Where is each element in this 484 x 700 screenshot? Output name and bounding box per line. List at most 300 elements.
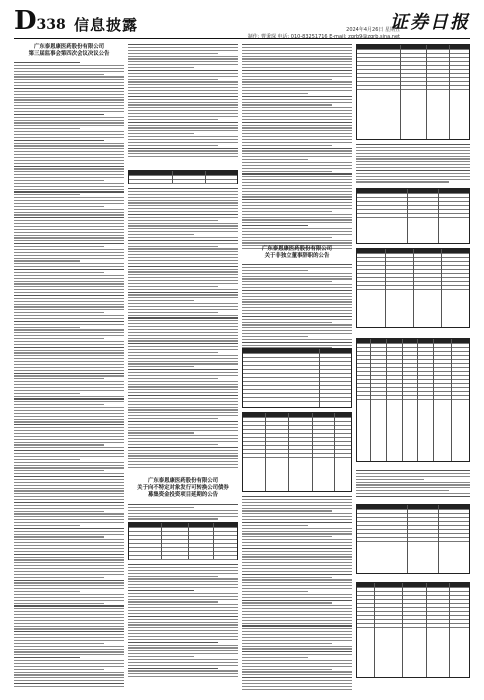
text-line	[14, 424, 124, 425]
text-line	[128, 407, 238, 408]
text-line	[128, 294, 238, 295]
text-line	[14, 329, 124, 330]
text-line	[128, 228, 238, 229]
text-line	[242, 307, 352, 308]
text-line	[242, 110, 352, 111]
text-line	[14, 240, 124, 241]
text-line	[242, 324, 352, 325]
text-line	[242, 582, 352, 583]
text-line	[128, 504, 238, 505]
text-line	[14, 548, 124, 549]
text-line	[242, 133, 352, 134]
text-line	[242, 273, 352, 274]
text-line	[356, 484, 470, 485]
text-line	[14, 551, 124, 552]
text-line	[242, 591, 308, 592]
text-line	[14, 252, 124, 253]
text-line	[14, 413, 124, 414]
text-line	[14, 559, 124, 560]
text-line	[14, 324, 124, 325]
text-line	[14, 427, 124, 428]
text-line	[242, 90, 352, 91]
text-line	[242, 199, 352, 200]
text-line	[128, 366, 194, 367]
text-line	[242, 73, 352, 74]
article-title-line: 广东泰恩康医药股份有限公司	[261, 246, 333, 252]
article-body-1	[14, 62, 124, 689]
text-line	[128, 645, 238, 646]
text-line	[356, 493, 470, 494]
text-line	[242, 345, 352, 346]
section-title: 信息披露	[74, 16, 139, 34]
text-line	[14, 91, 124, 92]
text-line	[356, 476, 470, 477]
text-line	[242, 510, 332, 511]
article-body-2c	[128, 504, 238, 521]
text-line	[356, 173, 470, 174]
table-divider	[413, 249, 414, 327]
text-line	[242, 496, 352, 497]
text-line	[14, 591, 80, 592]
text-line	[14, 237, 124, 238]
text-line	[14, 686, 124, 687]
text-line	[128, 570, 238, 571]
text-line	[14, 384, 124, 385]
text-line	[128, 251, 238, 252]
text-line	[14, 295, 124, 296]
text-line	[128, 257, 238, 258]
text-line	[128, 153, 238, 154]
text-line	[128, 587, 238, 588]
text-line	[242, 643, 332, 644]
text-line	[128, 447, 238, 448]
article-title-line: 关于向不特定对象发行可转换公司债券	[137, 485, 229, 491]
article-title-line: 广东泰恩康医药股份有限公司	[147, 478, 219, 484]
text-line	[242, 222, 352, 223]
text-line	[14, 235, 124, 236]
table-divider	[319, 349, 320, 407]
text-line	[242, 225, 308, 226]
text-line	[242, 136, 352, 137]
text-line	[128, 205, 238, 206]
text-line	[14, 476, 124, 477]
text-line	[356, 490, 449, 491]
text-line	[128, 435, 238, 436]
text-line	[14, 626, 124, 627]
text-line	[14, 588, 124, 589]
text-line	[242, 148, 352, 149]
text-line	[14, 482, 124, 483]
table-divider	[288, 413, 289, 491]
text-line	[242, 568, 352, 569]
text-line	[242, 502, 352, 503]
text-line	[14, 266, 124, 267]
text-line	[242, 287, 352, 288]
text-line	[242, 637, 352, 638]
text-line	[128, 518, 218, 519]
text-line	[14, 519, 124, 520]
text-line	[128, 564, 238, 565]
text-line	[14, 74, 104, 75]
text-line	[128, 507, 194, 508]
text-line	[128, 191, 238, 192]
text-line	[14, 255, 124, 256]
text-line	[128, 312, 218, 313]
text-line	[14, 568, 124, 569]
text-line	[14, 439, 124, 440]
text-line	[356, 473, 470, 474]
text-line	[14, 355, 124, 356]
text-line	[128, 395, 238, 396]
table-divider	[438, 189, 439, 243]
text-line	[128, 421, 238, 422]
text-line	[242, 284, 352, 285]
text-line	[14, 643, 104, 644]
text-line	[128, 225, 238, 226]
text-line	[128, 113, 238, 114]
text-line	[128, 234, 194, 235]
text-line	[14, 352, 124, 353]
text-line	[14, 243, 124, 244]
text-line	[14, 490, 124, 491]
article-body-3b	[242, 264, 352, 350]
text-line	[128, 248, 238, 249]
page-letter: D	[14, 6, 37, 36]
text-line	[14, 660, 124, 661]
table-divider	[161, 523, 162, 559]
text-line	[242, 50, 352, 51]
text-line	[128, 116, 238, 117]
article-title-2	[128, 478, 238, 499]
text-line	[128, 510, 238, 511]
text-line	[128, 349, 238, 350]
text-line	[242, 214, 352, 215]
text-line	[14, 646, 124, 647]
table-divider	[370, 339, 371, 461]
text-line	[14, 145, 124, 146]
text-line	[14, 82, 124, 83]
text-line	[128, 246, 218, 247]
text-line	[242, 559, 352, 560]
text-line	[128, 119, 218, 120]
text-line	[356, 144, 470, 145]
table-row	[129, 556, 237, 560]
text-line	[14, 493, 124, 494]
text-line	[14, 617, 124, 618]
text-line	[14, 421, 124, 422]
text-line	[128, 300, 194, 301]
text-line	[242, 296, 352, 297]
text-line	[242, 597, 352, 598]
text-line	[242, 122, 352, 123]
text-line	[14, 212, 124, 213]
text-line	[14, 65, 124, 66]
text-line	[128, 453, 238, 454]
text-line	[128, 596, 238, 597]
text-line	[128, 194, 238, 195]
article-body-4b	[356, 470, 470, 499]
page-number	[14, 8, 66, 34]
text-line	[242, 217, 352, 218]
text-line	[14, 85, 124, 86]
text-line	[356, 156, 470, 157]
text-line	[128, 220, 218, 221]
table-divider	[205, 171, 206, 183]
text-line	[242, 301, 352, 302]
text-line	[242, 281, 332, 282]
text-line	[14, 68, 124, 69]
page-header	[14, 6, 470, 38]
text-line	[14, 620, 124, 621]
text-line	[14, 663, 124, 664]
text-line	[128, 424, 238, 425]
text-line	[14, 131, 124, 132]
text-line	[128, 214, 238, 215]
text-line	[14, 105, 124, 106]
text-line	[128, 461, 238, 462]
text-line	[128, 610, 238, 611]
data-table	[356, 338, 470, 462]
table-divider	[402, 583, 403, 677]
text-line	[128, 237, 238, 238]
text-line	[14, 513, 124, 514]
table-divider	[334, 413, 335, 491]
text-line	[14, 407, 124, 408]
text-line	[242, 194, 352, 195]
text-line	[242, 336, 308, 337]
text-line	[242, 182, 352, 183]
text-line	[14, 315, 124, 316]
text-line	[128, 662, 238, 663]
text-line	[14, 465, 124, 466]
text-line	[14, 217, 124, 218]
article-title-1	[14, 44, 124, 58]
text-line	[242, 96, 352, 97]
text-line	[242, 319, 352, 320]
text-line	[14, 122, 124, 123]
text-line	[356, 147, 470, 148]
text-line	[242, 290, 352, 291]
text-line	[242, 242, 352, 243]
text-line	[128, 274, 238, 275]
text-line	[242, 548, 352, 549]
data-table	[356, 44, 470, 140]
text-line	[128, 455, 238, 456]
text-line	[14, 525, 80, 526]
text-line	[242, 651, 352, 652]
text-line	[14, 499, 124, 500]
text-line	[242, 620, 352, 621]
text-line	[128, 676, 238, 677]
text-line	[14, 683, 124, 684]
text-line	[356, 176, 470, 177]
text-line	[128, 458, 238, 459]
text-line	[14, 444, 104, 445]
text-line	[128, 386, 238, 387]
text-line	[128, 673, 238, 674]
table-row	[357, 214, 469, 218]
table-divider	[172, 171, 173, 183]
table-divider	[449, 45, 450, 139]
text-line	[128, 441, 238, 442]
text-line	[128, 581, 238, 582]
text-line	[242, 104, 332, 105]
text-line	[242, 53, 352, 54]
text-line	[14, 151, 124, 152]
text-line	[128, 283, 238, 284]
text-line	[128, 79, 218, 80]
text-line	[128, 593, 238, 594]
text-line	[14, 312, 104, 313]
date-text: 2024年4月26日 星期五	[346, 27, 400, 33]
text-line	[242, 240, 352, 241]
text-line	[128, 67, 194, 68]
text-line	[14, 367, 124, 368]
text-line	[14, 186, 124, 187]
text-line	[356, 181, 449, 182]
text-line	[14, 654, 124, 655]
text-line	[14, 223, 124, 224]
text-line	[128, 208, 238, 209]
text-line	[356, 158, 470, 159]
text-line	[14, 260, 80, 261]
text-line	[14, 577, 104, 578]
text-line	[128, 240, 238, 241]
text-line	[242, 231, 352, 232]
text-line	[128, 650, 238, 651]
table-divider	[265, 413, 266, 491]
text-line	[14, 79, 124, 80]
article-title-line: 广东泰恩康医药股份有限公司	[33, 44, 105, 50]
text-line	[14, 289, 124, 290]
text-line	[128, 87, 238, 88]
text-line	[14, 433, 124, 434]
text-line	[14, 309, 124, 310]
text-line	[128, 513, 238, 514]
text-line	[128, 450, 238, 451]
table-divider	[312, 413, 313, 491]
text-line	[14, 281, 124, 282]
text-line	[14, 76, 124, 77]
text-line	[128, 73, 238, 74]
text-line	[128, 223, 238, 224]
text-line	[242, 191, 352, 192]
text-line	[14, 249, 124, 250]
text-line	[128, 427, 238, 428]
text-line	[242, 145, 332, 146]
text-line	[14, 206, 104, 207]
text-line	[128, 211, 238, 212]
data-table	[356, 188, 470, 244]
text-line	[242, 525, 308, 526]
text-line	[128, 130, 238, 131]
text-line	[14, 298, 124, 299]
text-line	[128, 280, 238, 281]
text-line	[242, 646, 352, 647]
text-line	[242, 536, 332, 537]
article-body-2a	[128, 44, 238, 159]
text-line	[242, 585, 352, 586]
text-line	[14, 246, 104, 247]
text-line	[14, 614, 124, 615]
text-line	[14, 680, 124, 681]
text-line	[242, 165, 352, 166]
text-line	[14, 321, 124, 322]
text-line	[242, 545, 352, 546]
text-line	[14, 347, 124, 348]
text-line	[242, 64, 352, 65]
text-line	[128, 384, 238, 385]
text-line	[14, 462, 124, 463]
text-line	[128, 409, 238, 410]
text-line	[242, 516, 352, 517]
article-body-4a	[356, 144, 470, 184]
table-row	[243, 398, 351, 402]
text-line	[242, 234, 352, 235]
text-line	[14, 154, 124, 155]
text-line	[14, 335, 124, 336]
text-line	[242, 539, 352, 540]
text-line	[242, 663, 352, 664]
text-line	[128, 346, 238, 347]
text-line	[128, 467, 238, 468]
text-line	[128, 670, 238, 671]
text-line	[14, 358, 124, 359]
text-line	[128, 418, 218, 419]
text-line	[14, 657, 80, 658]
text-line	[242, 522, 352, 523]
text-line	[14, 528, 124, 529]
text-line	[128, 444, 218, 445]
text-line	[14, 189, 124, 190]
text-line	[128, 639, 238, 640]
text-line	[14, 666, 124, 667]
text-line	[128, 576, 218, 577]
text-line	[128, 64, 238, 65]
text-line	[14, 125, 124, 126]
text-line	[242, 608, 352, 609]
text-line	[128, 627, 238, 628]
column-3	[242, 42, 352, 690]
text-line	[242, 70, 352, 71]
table-divider	[449, 583, 450, 677]
text-line	[14, 171, 124, 172]
text-line	[128, 202, 238, 203]
text-line	[14, 306, 124, 307]
text-line	[128, 381, 238, 382]
text-line	[14, 148, 124, 149]
table-row	[243, 454, 351, 458]
text-line	[14, 502, 124, 503]
table-divider	[374, 583, 375, 677]
text-line	[14, 430, 124, 431]
text-line	[14, 286, 124, 287]
text-line	[356, 482, 470, 483]
text-line	[128, 392, 238, 393]
text-line	[14, 88, 124, 89]
data-table	[356, 582, 470, 678]
text-line	[14, 341, 124, 342]
text-line	[128, 309, 238, 310]
text-line	[356, 496, 470, 497]
text-line	[242, 611, 352, 612]
text-line	[14, 200, 124, 201]
text-line	[128, 636, 238, 637]
text-line	[128, 656, 194, 657]
text-line	[128, 358, 238, 359]
table-divider	[385, 249, 386, 327]
text-line	[14, 496, 124, 497]
